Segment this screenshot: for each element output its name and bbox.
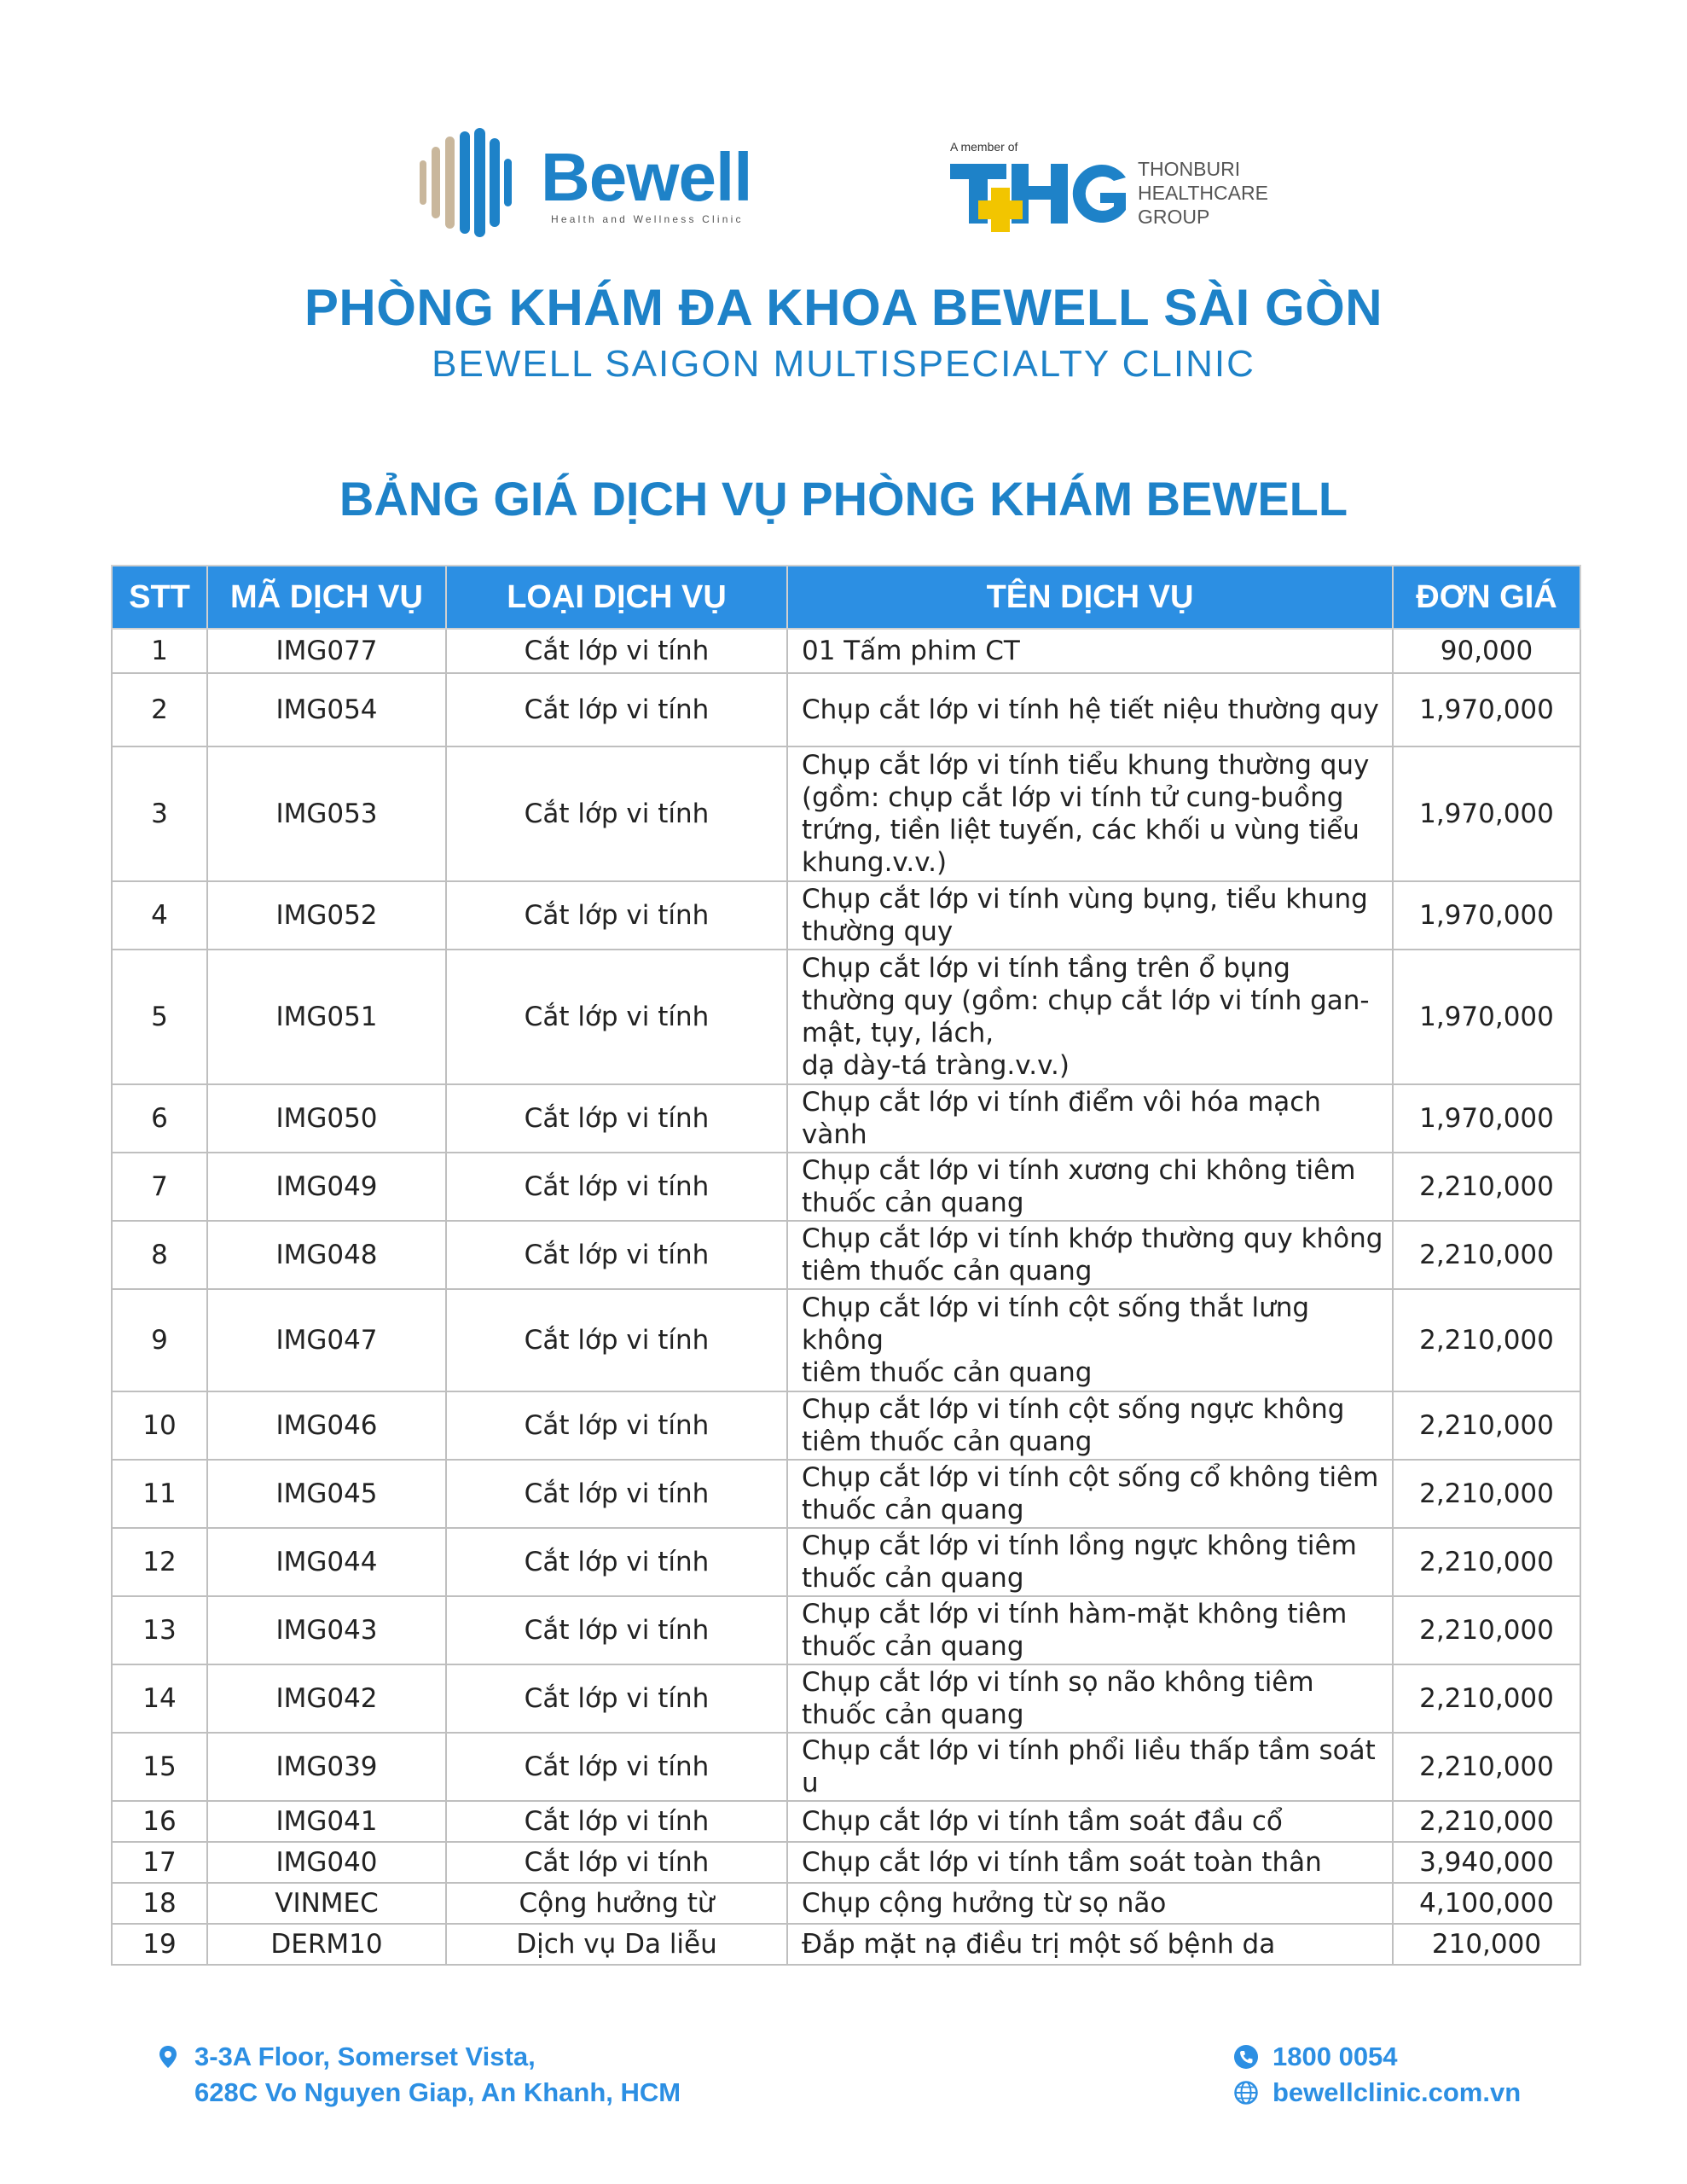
- cell-type: Cắt lớp vi tính: [446, 1733, 787, 1801]
- service-name-line: thuốc cản quang: [802, 1188, 1024, 1218]
- header-stt: STT: [112, 566, 207, 629]
- cell-code: VINMEC: [207, 1883, 446, 1924]
- service-name-line: thuốc cản quang: [802, 1495, 1024, 1525]
- cell-price: 2,210,000: [1393, 1733, 1580, 1801]
- cell-name: [787, 1289, 1393, 1391]
- cell-name: [787, 1084, 1393, 1153]
- cell-name: [787, 1528, 1393, 1596]
- cell-stt: 18: [112, 1883, 207, 1924]
- cell-code: IMG041: [207, 1801, 446, 1842]
- service-name-line: Chụp cộng hưởng từ sọ não: [802, 1888, 1167, 1919]
- cell-type: Cắt lớp vi tính: [446, 1391, 787, 1460]
- cell-code: IMG044: [207, 1528, 446, 1596]
- cell-code: IMG052: [207, 881, 446, 950]
- table-header-row: [112, 566, 1580, 629]
- cell-code: IMG049: [207, 1153, 446, 1221]
- header-price: ĐƠN GIÁ: [1393, 566, 1580, 629]
- table-row: [112, 1289, 1580, 1391]
- cell-price: 2,210,000: [1393, 1221, 1580, 1289]
- cell-name: [787, 1153, 1393, 1221]
- cell-code: IMG054: [207, 673, 446, 746]
- service-name-line: Chụp cắt lớp vi tính tầm soát đầu cổ: [802, 1806, 1283, 1837]
- cell-name: [787, 1883, 1393, 1924]
- cell-stt: 19: [112, 1924, 207, 1965]
- bewell-wordmark: Bewell: [541, 139, 752, 215]
- cell-price: 2,210,000: [1393, 1391, 1580, 1460]
- table-row: [112, 629, 1580, 673]
- table-row: [112, 1842, 1580, 1883]
- location-pin-icon: [155, 2044, 181, 2070]
- cell-price: 1,970,000: [1393, 881, 1580, 950]
- service-name-line: Chụp cắt lớp vi tính sọ não không tiêm: [802, 1667, 1314, 1698]
- cell-stt: 12: [112, 1528, 207, 1596]
- cell-name: [787, 1924, 1393, 1965]
- cell-stt: 3: [112, 746, 207, 881]
- thg-name-line: HEALTHCARE: [1138, 182, 1268, 204]
- service-name-line: Đắp mặt nạ điều trị một số bệnh da: [802, 1929, 1276, 1960]
- cell-code: IMG040: [207, 1842, 446, 1883]
- service-name-line: trứng, tiền liệt tuyến, các khối u vùng tiểu: [802, 815, 1359, 845]
- cell-price: 1,970,000: [1393, 746, 1580, 881]
- cell-code: IMG048: [207, 1221, 446, 1289]
- cell-name: [787, 629, 1393, 673]
- cell-stt: 5: [112, 950, 207, 1084]
- cell-price: 2,210,000: [1393, 1153, 1580, 1221]
- cell-type: Cắt lớp vi tính: [446, 1460, 787, 1528]
- table-row: [112, 1391, 1580, 1460]
- cell-price: 1,970,000: [1393, 1084, 1580, 1153]
- footer-address: [155, 2039, 838, 2111]
- cell-type: Cắt lớp vi tính: [446, 1842, 787, 1883]
- service-name-line: Chụp cắt lớp vi tính cột sống ngực không: [802, 1394, 1345, 1425]
- cell-code: DERM10: [207, 1924, 446, 1965]
- service-name-line: thuốc cản quang: [802, 1563, 1024, 1594]
- service-name-line: vành: [802, 1119, 867, 1150]
- service-name-line: Chụp cắt lớp vi tính tầm soát toàn thân: [802, 1847, 1322, 1878]
- service-name-line: Chụp cắt lớp vi tính khớp thường quy không: [802, 1223, 1383, 1254]
- cell-price: 1,970,000: [1393, 950, 1580, 1084]
- cell-code: IMG045: [207, 1460, 446, 1528]
- cell-name: [787, 1664, 1393, 1733]
- cell-name: [787, 1391, 1393, 1460]
- table-row: [112, 1153, 1580, 1221]
- service-name-line: không: [802, 1325, 884, 1356]
- cell-stt: 6: [112, 1084, 207, 1153]
- table-row: [112, 673, 1580, 746]
- cell-stt: 2: [112, 673, 207, 746]
- table-row: [112, 1596, 1580, 1664]
- service-name-line: dạ dày-tá tràng.v.v.): [802, 1050, 1070, 1081]
- thg-group-name: [1138, 157, 1268, 229]
- cell-name: [787, 673, 1393, 746]
- service-name-line: thường quy: [802, 916, 954, 947]
- cell-type: Cắt lớp vi tính: [446, 1221, 787, 1289]
- cell-name: [787, 1842, 1393, 1883]
- cell-type: Cộng hưởng từ: [446, 1883, 787, 1924]
- cell-stt: 13: [112, 1596, 207, 1664]
- cell-type: Cắt lớp vi tính: [446, 1084, 787, 1153]
- service-name-line: Chụp cắt lớp vi tính vùng bụng, tiểu khung: [802, 884, 1368, 915]
- table-row: [112, 950, 1580, 1084]
- cell-stt: 9: [112, 1289, 207, 1391]
- cell-stt: 8: [112, 1221, 207, 1289]
- service-name-line: Chụp cắt lớp vi tính cột sống cổ không tiêm: [802, 1462, 1379, 1493]
- cell-type: Cắt lớp vi tính: [446, 1289, 787, 1391]
- table-row: [112, 1733, 1580, 1801]
- table-row: [112, 1664, 1580, 1733]
- cell-price: 2,210,000: [1393, 1596, 1580, 1664]
- cell-stt: 17: [112, 1842, 207, 1883]
- service-name-line: u: [802, 1768, 819, 1798]
- cell-price: 2,210,000: [1393, 1664, 1580, 1733]
- cell-stt: 11: [112, 1460, 207, 1528]
- table-row: [112, 1460, 1580, 1528]
- phone-icon: [1233, 2044, 1259, 2070]
- cell-name: [787, 1221, 1393, 1289]
- cell-price: 2,210,000: [1393, 1289, 1580, 1391]
- cell-price: 4,100,000: [1393, 1883, 1580, 1924]
- cell-code: IMG042: [207, 1664, 446, 1733]
- cell-price: 2,210,000: [1393, 1801, 1580, 1842]
- cell-stt: 10: [112, 1391, 207, 1460]
- cell-type: Cắt lớp vi tính: [446, 881, 787, 950]
- table-row: [112, 746, 1580, 881]
- header-name: TÊN DỊCH VỤ: [787, 566, 1393, 629]
- website-link[interactable]: bewellclinic.com.vn: [1272, 2077, 1522, 2107]
- service-name-line: Chụp cắt lớp vi tính hệ tiết niệu thường quy: [802, 694, 1379, 725]
- phone-number: 1800 0054: [1272, 2042, 1398, 2071]
- service-name-line: khung.v.v.): [802, 847, 948, 878]
- cell-code: IMG047: [207, 1289, 446, 1391]
- cell-code: IMG051: [207, 950, 446, 1084]
- cell-type: Dịch vụ Da liễu: [446, 1924, 787, 1965]
- cell-stt: 4: [112, 881, 207, 950]
- service-name-line: Chụp cắt lớp vi tính cột sống thắt lưng: [802, 1292, 1310, 1323]
- thg-logo: [950, 136, 1291, 230]
- price-table: [111, 565, 1581, 1966]
- service-name-line: tiêm thuốc cản quang: [802, 1357, 1093, 1388]
- price-table-body: [112, 629, 1580, 1965]
- cell-name: [787, 1801, 1393, 1842]
- cell-stt: 14: [112, 1664, 207, 1733]
- cell-price: 3,940,000: [1393, 1842, 1580, 1883]
- service-name-line: Chụp cắt lớp vi tính phổi liều thấp tầm soát: [802, 1735, 1376, 1766]
- cell-name: [787, 746, 1393, 881]
- cell-code: IMG043: [207, 1596, 446, 1664]
- cell-type: Cắt lớp vi tính: [446, 746, 787, 881]
- cell-price: 1,970,000: [1393, 673, 1580, 746]
- table-row: [112, 1221, 1580, 1289]
- cell-code: IMG053: [207, 746, 446, 881]
- thg-name-line: GROUP: [1138, 206, 1210, 228]
- cell-stt: 15: [112, 1733, 207, 1801]
- cell-price: 2,210,000: [1393, 1460, 1580, 1528]
- cell-type: Cắt lớp vi tính: [446, 1664, 787, 1733]
- cell-name: [787, 1733, 1393, 1801]
- service-name-line: Chụp cắt lớp vi tính tầng trên ổ bụng: [802, 953, 1290, 984]
- cell-price: 2,210,000: [1393, 1528, 1580, 1596]
- cell-name: [787, 881, 1393, 950]
- service-name-line: Chụp cắt lớp vi tính tiểu khung thường quy: [802, 750, 1370, 781]
- clinic-title-vi: PHÒNG KHÁM ĐA KHOA BEWELL SÀI GÒN: [304, 279, 1383, 336]
- cell-code: IMG050: [207, 1084, 446, 1153]
- cell-name: [787, 1460, 1393, 1528]
- cell-type: Cắt lớp vi tính: [446, 1596, 787, 1664]
- header-type: LOẠI DỊCH VỤ: [446, 566, 787, 629]
- cell-code: IMG046: [207, 1391, 446, 1460]
- footer-contact: [1233, 2039, 1660, 2111]
- header-code: MÃ DỊCH VỤ: [207, 566, 446, 629]
- member-label: A member of: [950, 140, 1018, 154]
- price-table-title: BẢNG GIÁ DỊCH VỤ PHÒNG KHÁM BEWELL: [339, 472, 1348, 526]
- address-line-2: 628C Vo Nguyen Giap, An Khanh, HCM: [194, 2077, 681, 2107]
- service-name-line: Chụp cắt lớp vi tính điểm vôi hóa mạch: [802, 1087, 1321, 1118]
- cell-code: IMG077: [207, 629, 446, 673]
- table-row: [112, 1883, 1580, 1924]
- cell-type: Cắt lớp vi tính: [446, 1153, 787, 1221]
- table-row: [112, 881, 1580, 950]
- cell-stt: 1: [112, 629, 207, 673]
- table-row: [112, 1801, 1580, 1842]
- service-name-line: (gồm: chụp cắt lớp vi tính tử cung-buồng: [802, 782, 1344, 813]
- cell-type: Cắt lớp vi tính: [446, 629, 787, 673]
- service-name-line: thuốc cản quang: [802, 1631, 1024, 1662]
- clinic-title-en: BEWELL SAIGON MULTISPECIALTY CLINIC: [432, 343, 1255, 385]
- thg-name-line: THONBURI: [1138, 158, 1241, 180]
- globe-icon: [1233, 2080, 1259, 2106]
- thg-mark-icon: [950, 154, 1131, 235]
- cell-type: Cắt lớp vi tính: [446, 950, 787, 1084]
- bewell-logo: [420, 128, 769, 237]
- cell-price: 210,000: [1393, 1924, 1580, 1965]
- bewell-tagline: Health and Wellness Clinic: [551, 213, 744, 225]
- cell-price: 90,000: [1393, 629, 1580, 673]
- cell-stt: 16: [112, 1801, 207, 1842]
- address-line-1: 3-3A Floor, Somerset Vista,: [194, 2042, 536, 2071]
- service-name-line: thuốc cản quang: [802, 1699, 1024, 1730]
- table-row: [112, 1924, 1580, 1965]
- service-name-line: mật, tụy, lách,: [802, 1018, 994, 1048]
- cell-type: Cắt lớp vi tính: [446, 1801, 787, 1842]
- cell-code: IMG039: [207, 1733, 446, 1801]
- cell-type: Cắt lớp vi tính: [446, 673, 787, 746]
- service-name-line: Chụp cắt lớp vi tính xương chi không tiêm: [802, 1155, 1356, 1186]
- cell-type: Cắt lớp vi tính: [446, 1528, 787, 1596]
- bewell-waveform-icon: [420, 128, 522, 237]
- service-name-line: thường quy (gồm: chụp cắt lớp vi tính gan-: [802, 985, 1370, 1016]
- service-name-line: Chụp cắt lớp vi tính lồng ngực không tiêm: [802, 1531, 1357, 1561]
- table-row: [112, 1084, 1580, 1153]
- service-name-line: tiêm thuốc cản quang: [802, 1426, 1093, 1457]
- cell-name: [787, 1596, 1393, 1664]
- service-name-line: Chụp cắt lớp vi tính hàm-mặt không tiêm: [802, 1599, 1348, 1629]
- cell-name: [787, 950, 1393, 1084]
- table-row: [112, 1528, 1580, 1596]
- service-name-line: tiêm thuốc cản quang: [802, 1256, 1093, 1287]
- service-name-line: 01 Tấm phim CT: [802, 636, 1020, 666]
- cell-stt: 7: [112, 1153, 207, 1221]
